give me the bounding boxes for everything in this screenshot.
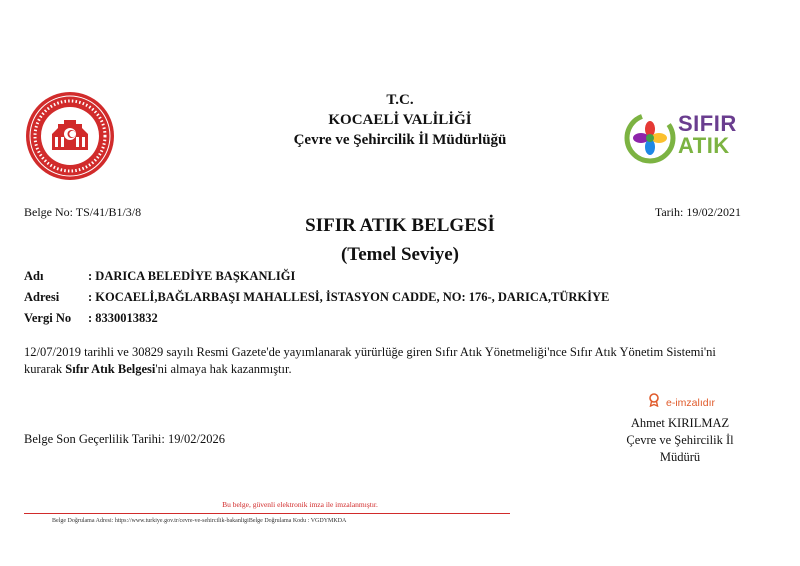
ministry-seal (24, 90, 116, 182)
paragraph-text-1: 12/07/2019 tarihli ve 30829 sayılı Resmi Gazete'de yayımlanarak yürürlüğe giren Sıfır Atık Yönetmeliği'nce Sıfır Atık Yönetim Sistemi'ni kurarak (24, 345, 716, 376)
header-tc: T.C. (386, 92, 414, 108)
document-title: SIFIR ATIK BELGESİ (305, 215, 495, 236)
info-row-adi (24, 266, 609, 287)
award-icon (648, 393, 660, 412)
esign-label: e-imzalıdır (666, 396, 716, 409)
info-value: : DARICA BELEDİYE BAŞKANLIĞI (88, 269, 296, 283)
footer-divider (24, 513, 510, 514)
info-value: : KOCAELİ,BAĞLARBAŞI MAHALLESİ, İSTASYON CADDE, NO: 176-, DARICA,TÜRKİYE (88, 290, 610, 304)
info-value: : 8330013832 (88, 311, 158, 325)
info-label: Adı (24, 269, 44, 283)
info-row-adresi (24, 287, 609, 308)
secure-signature-note: Bu belge, güvenli elektronik imza ile imzalanmıştır. (222, 500, 378, 509)
paragraph-bold: Sıfır Atık Belgesi (65, 362, 156, 376)
sifir-atik-logo-text (678, 113, 737, 157)
info-label: Adresi (24, 290, 60, 304)
tarih: Tarih: 19/02/2021 (654, 205, 741, 219)
esign-badge (648, 393, 715, 412)
header (200, 90, 600, 150)
paragraph-text-2: 'ni almaya hak kazanmıştır. (155, 362, 292, 376)
info-row-vergi-no (24, 308, 609, 329)
certificate-paragraph (24, 344, 754, 378)
signer-name: Ahmet KIRILMAZ (630, 416, 730, 430)
logo-line-sifir: SIFIR (678, 111, 737, 136)
info-block (24, 266, 609, 329)
header-valilik: KOCAELİ VALİLİĞİ (328, 112, 472, 128)
logo-line-atik: ATIK (678, 133, 730, 158)
belge-no: Belge No: TS/41/B1/3/8 (24, 205, 142, 219)
signer-block (610, 415, 750, 466)
info-label: Vergi No (24, 311, 72, 325)
header-mudurluk: Çevre ve Şehircilik İl Müdürlüğü (293, 132, 507, 148)
verification-info: Belge Doğrulama Adresi: https://www.turkiye.gov.tr/cevre-ve-sehircilik-bakanligiBelge Doğrulama Kodu : VGDYMKDA (52, 518, 347, 524)
document-subtitle: (Temel Seviye) (340, 244, 460, 265)
validity-date: Belge Son Geçerlilik Tarihi: 19/02/2026 (24, 432, 225, 446)
signer-title: Çevre ve Şehircilik İl Müdürü (626, 433, 734, 464)
